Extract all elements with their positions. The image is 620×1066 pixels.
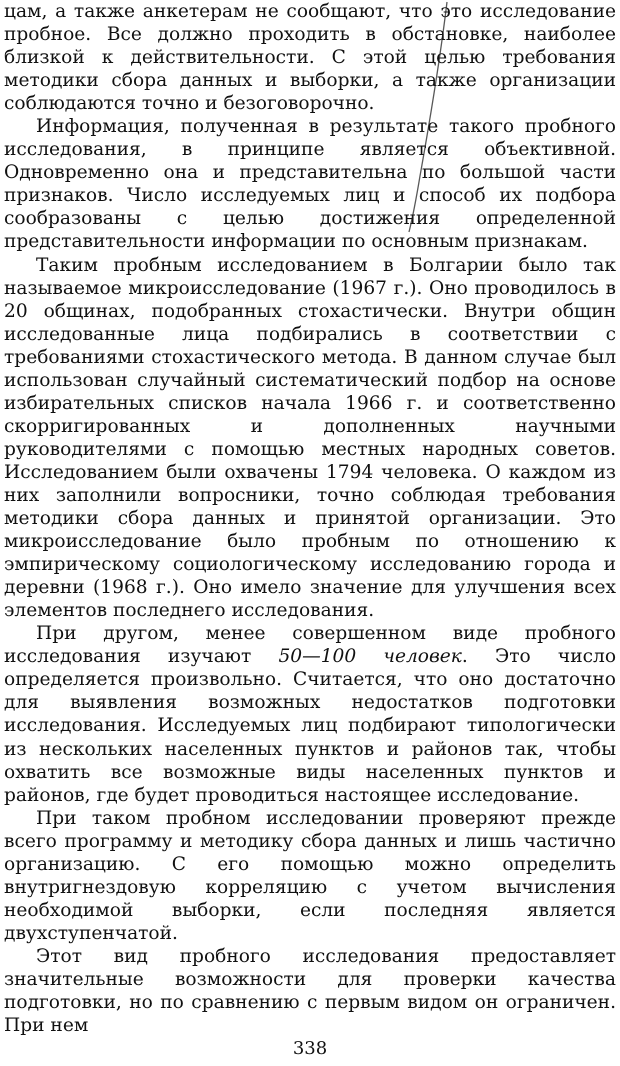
paragraph-4: [4, 622, 616, 806]
paragraph-5: При таком пробном исследовании проверяют прежде всего программу и методику сбора данных и лишь частично организацию. С его помощью можно определить внутригнездовую корреляцию с учетом вычисления необходимой выборки, если последняя является двухступенчатой.: [4, 807, 616, 944]
page-number: 338: [292, 1038, 328, 1059]
paragraph-3: Таким пробным исследованием в Болгарии было так называемое микроисследование (1967 г.). Оно проводилось в 20 общинах, подобранных стохастически. Внутри общин исследованные лица подбирались в соответствии с требованиями стохастического метода. В данном случае был использован случайный систематический подбор на основе избирательных списков начала 1966 г. и соответственно скорригированных и дополненных научными руководителями с помощью местных народных советов. Исследованием были охвачены 1794 человека. О каждом из них заполнили вопросники, точно соблюдая требования методики сбора данных и принятой организации. Это микроисследование было пробным по отношению к эмпирическому социологическому исследованию города и деревни (1968 г.). Оно имело значение для улучшения всех элементов последнего исследования.: [4, 254, 616, 622]
paragraph-4-start: При другом, менее совершенном виде пробного исследования изучают: [4, 623, 616, 668]
paragraph-6: Этот вид пробного исследования предоставляет значительные возможности для проверки качества подготовки, но по сравнению с первым видом он ограничен. При нем: [4, 945, 616, 1037]
paragraph-2: Информация, полученная в результате такого пробного исследования, в принципе является объективной. Одновременно она и представительна по большой части признаков. Число исследуемых лиц и способ их подбора сообразованы с целью достижения определенной представительности информации по основным признакам.: [4, 116, 616, 253]
body-text: [4, 0, 616, 1037]
paragraph-4-rest: . Это число определяется произвольно. Считается, что оно достаточно для выявления возможных недостатков подготовки исследования. Исследуемых лиц подбирают типологически из нескольких населенных пунктов и районов так, чтобы охватить все возможные виды населенных пунктов и районов, где будет проводиться настоящее исследование.: [4, 646, 617, 806]
italic-sample-size: 50—100 человек: [278, 646, 462, 668]
paragraph-1: цам, а также анкетерам не сообщают, что это исследование пробное. Все должно проходить в обстановке, наиболее близкой к действительности. С этой целью требования методики сбора данных и выборки, а также организации соблюдаются точно и безоговорочно.: [4, 1, 616, 115]
